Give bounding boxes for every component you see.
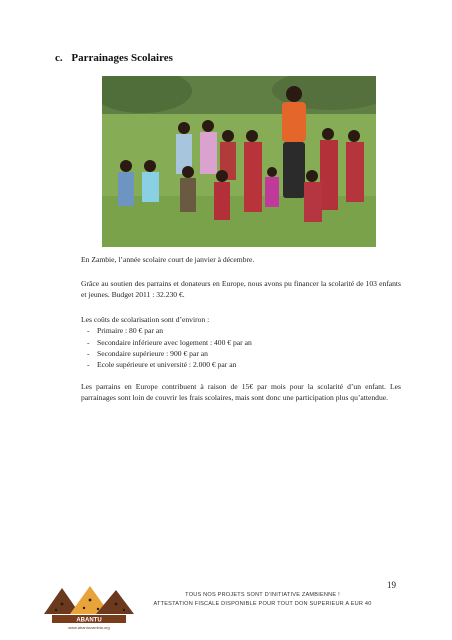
section-heading <box>55 52 173 64</box>
footer-line-tax-certificate: ATTESTATION FISCALE DISPONIBLE POUR TOUT DON SUPERIEUR A EUR 40 <box>153 601 372 607</box>
children-group-photo <box>102 76 376 247</box>
page-number: 19 <box>387 580 396 590</box>
abantu-zambia-logo <box>40 582 138 632</box>
list-marker: - <box>87 326 90 336</box>
list-item-text: Secondaire inférieure avec logement : 400 € par an <box>97 337 252 347</box>
section-title: Parrainages Scolaires <box>71 52 173 64</box>
section-label: c. <box>55 52 63 64</box>
list-marker: - <box>87 348 90 358</box>
logo-text: ABANTU <box>76 617 102 624</box>
list-marker: - <box>87 337 90 347</box>
costs-intro: Les coûts de scolarisation sont d’environ : <box>81 315 210 324</box>
list-item-text: Secondaire supérieure : 900 € par an <box>97 348 208 358</box>
list-item <box>81 348 401 359</box>
list-item <box>81 325 401 336</box>
sponsorship-paragraph: Les parrains en Europe contribuent à raison de 15€ par mois pour la scolarité d’un enfant. Les parrainages sont loin de couvrir les frais scolaires, mais sont donc une participation plus qu’attendue. <box>81 382 401 403</box>
school-year-paragraph: En Zambie, l’année scolaire court de janvier à décembre. <box>81 255 255 264</box>
footer-line-initiative: TOUS NOS PROJETS SONT D’INITIATIVE ZAMBIENNE ! <box>185 592 340 598</box>
list-item <box>81 337 401 348</box>
logo-url: www.abantuzambia.org <box>68 625 110 630</box>
list-item-text: Ecole supérieure et université : 2.000 € par an <box>97 360 237 370</box>
costs-list <box>81 325 401 370</box>
costs-section <box>81 314 401 370</box>
list-item <box>81 359 401 370</box>
list-marker: - <box>87 360 90 370</box>
list-item-text: Primaire : 80 € par an <box>97 326 164 336</box>
funding-paragraph: Grâce au soutien des parrains et donateurs en Europe, nous avons pu financer la scolarité de 103 enfants et jeunes. Budget 2011 : 32.230 €. <box>81 279 401 300</box>
